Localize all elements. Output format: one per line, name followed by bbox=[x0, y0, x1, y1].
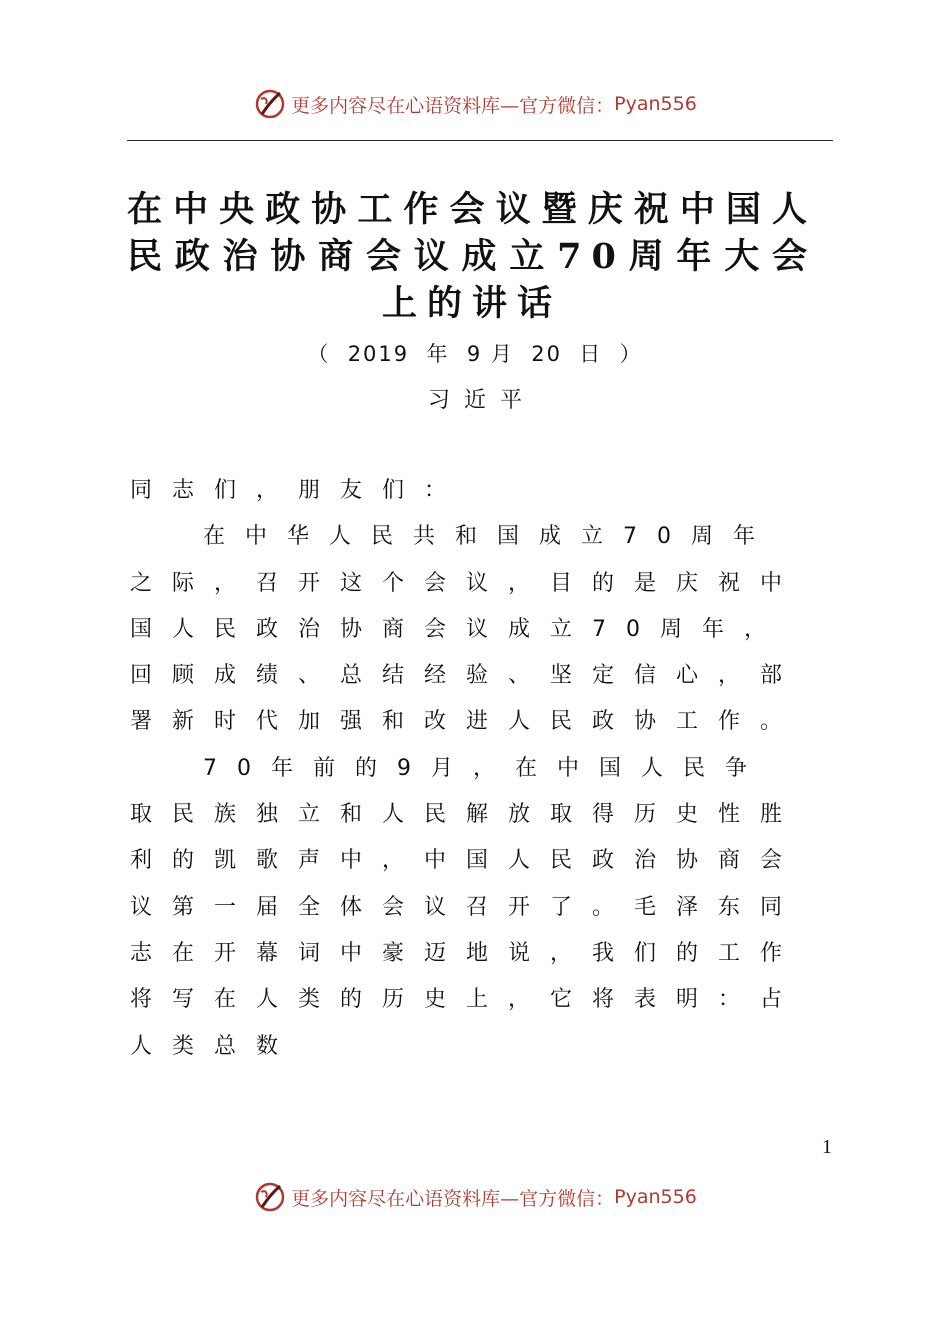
brush-logo-icon bbox=[253, 87, 287, 121]
speech-body bbox=[130, 468, 806, 1070]
header-banner-text: 更多内容尽在心语资料库—官方微信： bbox=[291, 94, 615, 117]
footer-banner-wechat: Pyan556 bbox=[614, 1186, 697, 1208]
page-title: 在中央政协工作会议暨庆祝中国人民政治协商会议成立70周年大会上的讲话 bbox=[127, 189, 817, 324]
header-banner-wechat: Pyan556 bbox=[614, 93, 697, 115]
paragraph: 在中华人民共和国成立70周年之际，召开这个会议，目的是庆祝中国人民政治协商会议成立70周年，回顾成绩、总结经验、坚定信心，部署新时代加强和改进人民政协工作。 bbox=[130, 524, 803, 735]
header-divider bbox=[127, 140, 833, 141]
footer-banner bbox=[0, 1177, 950, 1217]
header-banner bbox=[0, 84, 950, 124]
speech-author: 习 近 平 bbox=[428, 388, 522, 413]
page-number: 1 bbox=[822, 1136, 832, 1158]
footer-banner-text: 更多内容尽在心语资料库—官方微信： bbox=[291, 1187, 615, 1210]
brush-logo-icon bbox=[253, 1180, 287, 1214]
salutation: 同志们，朋友们： bbox=[130, 478, 467, 503]
speech-date: （ 2019 年 9 月 20 日 ） bbox=[307, 342, 643, 366]
paragraph: 70年前的9月，在中国人民争取民族独立和人民解放取得历史性胜利的凯歌声中，中国人民政治协商会议第一届全体会议召开了。毛泽东同志在开幕词中豪迈地说，我们的工作将写在人类的历史上，它将表明：占人类总数 bbox=[130, 755, 803, 1059]
